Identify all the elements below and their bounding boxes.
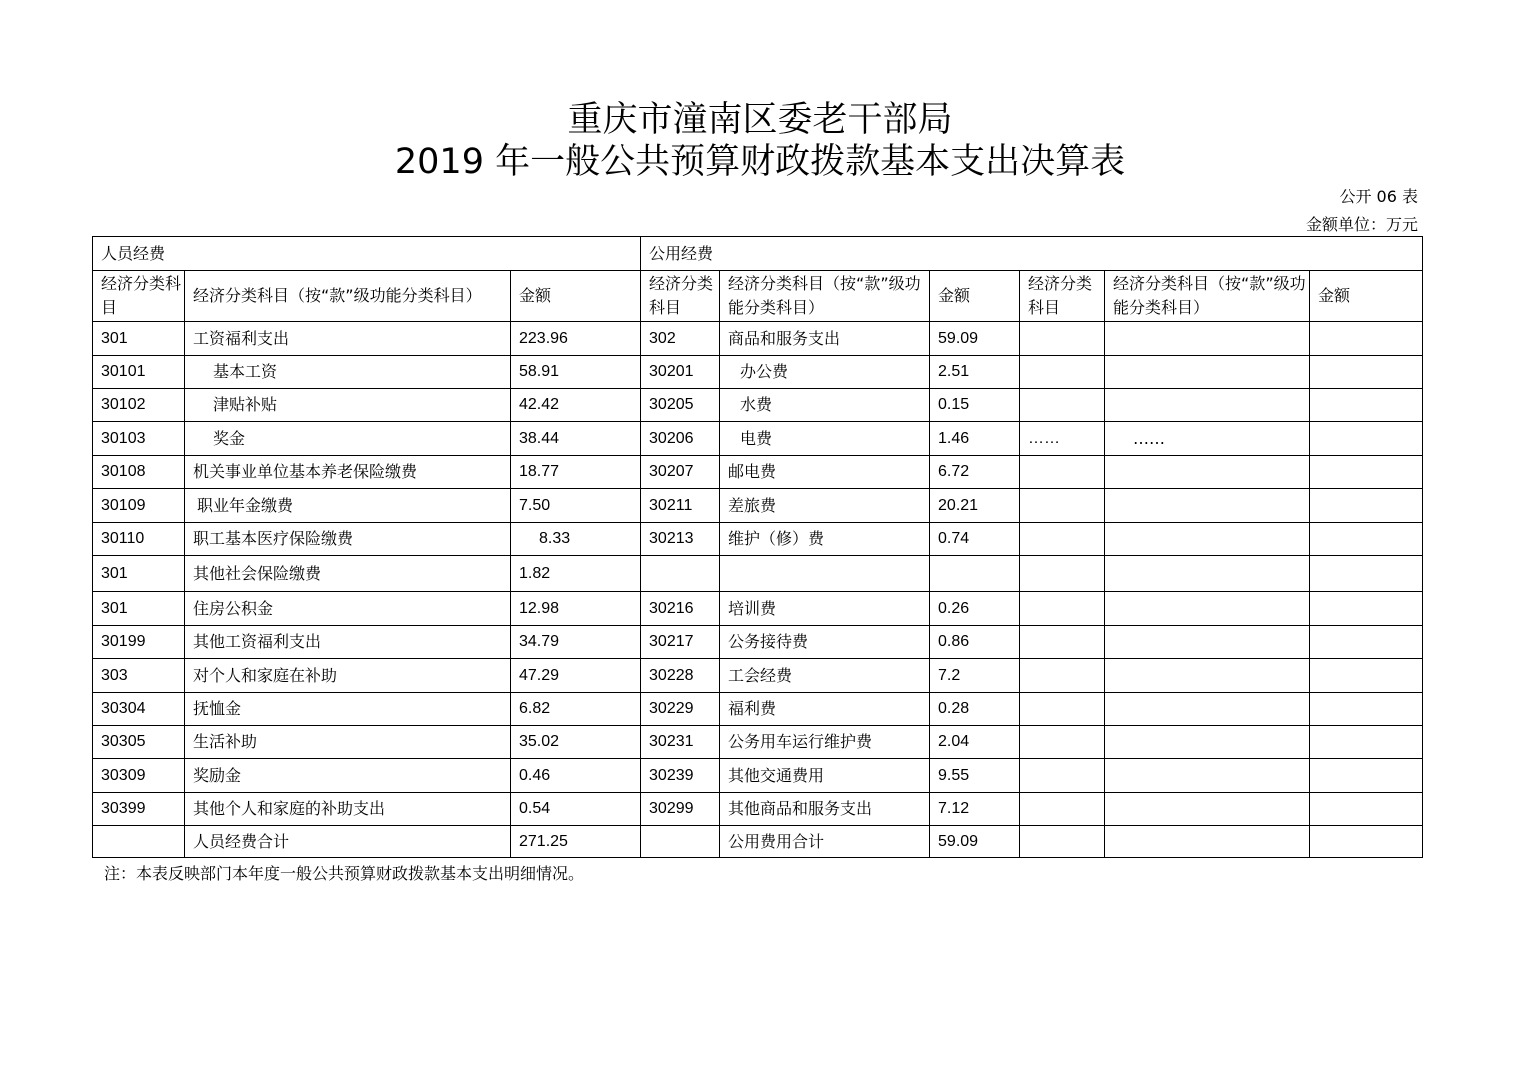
amount-cell: 42.42 bbox=[511, 389, 641, 422]
code-cell bbox=[1020, 556, 1105, 592]
code-cell: 30229 bbox=[641, 693, 720, 726]
name-cell: 维护（修）费 bbox=[720, 523, 930, 556]
code-cell bbox=[1020, 523, 1105, 556]
amount-cell: 59.09 bbox=[930, 826, 1020, 858]
code-cell: 30213 bbox=[641, 523, 720, 556]
code-cell: 30305 bbox=[93, 726, 185, 759]
column-header-row bbox=[93, 271, 1423, 322]
table-row bbox=[93, 489, 1423, 523]
page-title-line1: 重庆市潼南区委老干部局 bbox=[567, 100, 953, 140]
code-cell: 30201 bbox=[641, 356, 720, 389]
table-row bbox=[93, 693, 1423, 726]
code-cell bbox=[93, 826, 185, 858]
amount-cell: 0.74 bbox=[930, 523, 1020, 556]
code-cell: 30199 bbox=[93, 626, 185, 659]
amount-cell: 1.82 bbox=[511, 556, 641, 592]
amount-cell: 6.72 bbox=[930, 456, 1020, 489]
name-cell: 邮电费 bbox=[720, 456, 930, 489]
table-row bbox=[93, 456, 1423, 489]
amount-cell bbox=[1310, 626, 1423, 659]
amount-cell: 0.46 bbox=[511, 759, 641, 793]
amount-cell: 35.02 bbox=[511, 726, 641, 759]
code-cell: 30299 bbox=[641, 793, 720, 826]
table-row bbox=[93, 726, 1423, 759]
code-cell bbox=[1020, 659, 1105, 693]
code-cell bbox=[1020, 693, 1105, 726]
code-cell: 30216 bbox=[641, 592, 720, 626]
amount-cell: 8.33 bbox=[511, 523, 641, 556]
amount-cell: 58.91 bbox=[511, 356, 641, 389]
name-cell bbox=[1105, 759, 1310, 793]
header-amount-1: 金额 bbox=[511, 271, 641, 322]
amount-cell: 2.51 bbox=[930, 356, 1020, 389]
code-cell: 30109 bbox=[93, 489, 185, 523]
group-header-row bbox=[93, 237, 1423, 271]
name-cell bbox=[1105, 659, 1310, 693]
name-cell: 抚恤金 bbox=[185, 693, 511, 726]
name-cell bbox=[1105, 456, 1310, 489]
name-cell bbox=[1105, 389, 1310, 422]
amount-cell bbox=[1310, 523, 1423, 556]
code-cell: 30399 bbox=[93, 793, 185, 826]
name-cell bbox=[720, 556, 930, 592]
amount-cell bbox=[1310, 826, 1423, 858]
name-cell bbox=[1105, 322, 1310, 356]
amount-cell bbox=[1310, 322, 1423, 356]
name-cell: 职工基本医疗保险缴费 bbox=[185, 523, 511, 556]
code-cell: 30304 bbox=[93, 693, 185, 726]
amount-cell: 271.25 bbox=[511, 826, 641, 858]
amount-cell: 0.15 bbox=[930, 389, 1020, 422]
code-cell: 30228 bbox=[641, 659, 720, 693]
table-row bbox=[93, 826, 1423, 858]
code-cell: 30103 bbox=[93, 422, 185, 456]
table-row bbox=[93, 389, 1423, 422]
table-row bbox=[93, 556, 1423, 592]
amount-cell: 47.29 bbox=[511, 659, 641, 693]
header-name-3: 经济分类科目（按“款”级功能分类科目） bbox=[1105, 271, 1310, 322]
header-code-3: 经济分类科目 bbox=[1020, 271, 1105, 322]
name-cell: 住房公积金 bbox=[185, 592, 511, 626]
name-cell: 机关事业单位基本养老保险缴费 bbox=[185, 456, 511, 489]
amount-cell bbox=[930, 556, 1020, 592]
expenditure-table bbox=[92, 236, 1423, 858]
amount-cell: 0.86 bbox=[930, 626, 1020, 659]
amount-cell: 18.77 bbox=[511, 456, 641, 489]
amount-cell: 9.55 bbox=[930, 759, 1020, 793]
amount-unit: 金额单位：万元 bbox=[1305, 215, 1418, 234]
amount-cell bbox=[1310, 456, 1423, 489]
table-row bbox=[93, 356, 1423, 389]
code-cell bbox=[1020, 626, 1105, 659]
name-cell bbox=[1105, 826, 1310, 858]
amount-cell: 6.82 bbox=[511, 693, 641, 726]
table-number: 公开 06 表 bbox=[1339, 187, 1418, 206]
code-cell bbox=[641, 556, 720, 592]
amount-cell: 12.98 bbox=[511, 592, 641, 626]
name-cell: 商品和服务支出 bbox=[720, 322, 930, 356]
code-cell bbox=[1020, 826, 1105, 858]
amount-cell: 1.46 bbox=[930, 422, 1020, 456]
name-cell: 其他个人和家庭的补助支出 bbox=[185, 793, 511, 826]
amount-cell: 7.2 bbox=[930, 659, 1020, 693]
header-amount-3: 金额 bbox=[1310, 271, 1423, 322]
code-cell bbox=[1020, 456, 1105, 489]
name-cell: 工会经费 bbox=[720, 659, 930, 693]
name-cell: 办公费 bbox=[720, 356, 930, 389]
name-cell bbox=[1105, 556, 1310, 592]
amount-cell: 0.28 bbox=[930, 693, 1020, 726]
name-cell bbox=[1105, 726, 1310, 759]
name-cell: 工资福利支出 bbox=[185, 322, 511, 356]
code-cell bbox=[1020, 759, 1105, 793]
code-cell: …… bbox=[1020, 422, 1105, 456]
amount-cell bbox=[1310, 389, 1423, 422]
code-cell: 30101 bbox=[93, 356, 185, 389]
code-cell bbox=[641, 826, 720, 858]
name-cell: 其他交通费用 bbox=[720, 759, 930, 793]
amount-cell: 59.09 bbox=[930, 322, 1020, 356]
name-cell: 电费 bbox=[720, 422, 930, 456]
name-cell: 其他商品和服务支出 bbox=[720, 793, 930, 826]
code-cell bbox=[1020, 322, 1105, 356]
amount-cell: 0.26 bbox=[930, 592, 1020, 626]
table-row bbox=[93, 592, 1423, 626]
amount-cell bbox=[1310, 759, 1423, 793]
name-cell: 津贴补贴 bbox=[185, 389, 511, 422]
code-cell: 30211 bbox=[641, 489, 720, 523]
code-cell: 30108 bbox=[93, 456, 185, 489]
name-cell bbox=[1105, 592, 1310, 626]
code-cell: 30217 bbox=[641, 626, 720, 659]
code-cell bbox=[1020, 592, 1105, 626]
code-cell bbox=[1020, 356, 1105, 389]
code-cell: 30102 bbox=[93, 389, 185, 422]
code-cell: 303 bbox=[93, 659, 185, 693]
name-cell: 公务接待费 bbox=[720, 626, 930, 659]
code-cell: 30239 bbox=[641, 759, 720, 793]
amount-cell bbox=[1310, 659, 1423, 693]
code-cell: 302 bbox=[641, 322, 720, 356]
code-cell bbox=[1020, 726, 1105, 759]
name-cell: 福利费 bbox=[720, 693, 930, 726]
amount-cell bbox=[1310, 726, 1423, 759]
code-cell: 30110 bbox=[93, 523, 185, 556]
name-cell: 基本工资 bbox=[185, 356, 511, 389]
amount-cell bbox=[1310, 793, 1423, 826]
group-public: 公用经费 bbox=[641, 237, 1423, 271]
code-cell bbox=[1020, 793, 1105, 826]
name-cell: 公用费用合计 bbox=[720, 826, 930, 858]
name-cell bbox=[1105, 693, 1310, 726]
amount-cell: 34.79 bbox=[511, 626, 641, 659]
name-cell: 职业年金缴费 bbox=[185, 489, 511, 523]
table-note: 注：本表反映部门本年度一般公共预算财政拨款基本支出明细情况。 bbox=[104, 864, 585, 883]
table-row bbox=[93, 422, 1423, 456]
amount-cell: 7.50 bbox=[511, 489, 641, 523]
amount-cell bbox=[1310, 356, 1423, 389]
code-cell: 301 bbox=[93, 592, 185, 626]
header-amount-2: 金额 bbox=[930, 271, 1020, 322]
amount-cell bbox=[1310, 592, 1423, 626]
code-cell: 30231 bbox=[641, 726, 720, 759]
code-cell: 30205 bbox=[641, 389, 720, 422]
header-name-2: 经济分类科目（按“款”级功能分类科目） bbox=[720, 271, 930, 322]
header-name-1: 经济分类科目（按“款”级功能分类科目） bbox=[185, 271, 511, 322]
name-cell: 奖金 bbox=[185, 422, 511, 456]
table-row bbox=[93, 659, 1423, 693]
amount-cell bbox=[1310, 489, 1423, 523]
name-cell bbox=[1105, 356, 1310, 389]
name-cell bbox=[1105, 523, 1310, 556]
table-row bbox=[93, 523, 1423, 556]
amount-cell bbox=[1310, 422, 1423, 456]
code-cell: 30206 bbox=[641, 422, 720, 456]
header-code-1: 经济分类科目 bbox=[93, 271, 185, 322]
amount-cell: 20.21 bbox=[930, 489, 1020, 523]
name-cell: 培训费 bbox=[720, 592, 930, 626]
code-cell: 301 bbox=[93, 556, 185, 592]
table-row bbox=[93, 793, 1423, 826]
amount-cell: 223.96 bbox=[511, 322, 641, 356]
amount-cell: 7.12 bbox=[930, 793, 1020, 826]
name-cell bbox=[1105, 626, 1310, 659]
code-cell: 301 bbox=[93, 322, 185, 356]
name-cell: 生活补助 bbox=[185, 726, 511, 759]
code-cell: 30207 bbox=[641, 456, 720, 489]
code-cell bbox=[1020, 389, 1105, 422]
page-title-line2: 2019 年一般公共预算财政拨款基本支出决算表 bbox=[394, 142, 1126, 182]
amount-cell bbox=[1310, 693, 1423, 726]
name-cell: 对个人和家庭在补助 bbox=[185, 659, 511, 693]
name-cell: 其他社会保险缴费 bbox=[185, 556, 511, 592]
name-cell: …… bbox=[1105, 422, 1310, 456]
table-row bbox=[93, 759, 1423, 793]
amount-cell: 38.44 bbox=[511, 422, 641, 456]
code-cell bbox=[1020, 489, 1105, 523]
amount-cell: 0.54 bbox=[511, 793, 641, 826]
group-personnel: 人员经费 bbox=[93, 237, 641, 271]
table-row bbox=[93, 626, 1423, 659]
name-cell: 其他工资福利支出 bbox=[185, 626, 511, 659]
name-cell bbox=[1105, 793, 1310, 826]
table-row bbox=[93, 322, 1423, 356]
name-cell: 人员经费合计 bbox=[185, 826, 511, 858]
name-cell: 公务用车运行维护费 bbox=[720, 726, 930, 759]
name-cell: 水费 bbox=[720, 389, 930, 422]
name-cell: 差旅费 bbox=[720, 489, 930, 523]
amount-cell bbox=[1310, 556, 1423, 592]
name-cell bbox=[1105, 489, 1310, 523]
header-code-2: 经济分类科目 bbox=[641, 271, 720, 322]
code-cell: 30309 bbox=[93, 759, 185, 793]
amount-cell: 2.04 bbox=[930, 726, 1020, 759]
name-cell: 奖励金 bbox=[185, 759, 511, 793]
